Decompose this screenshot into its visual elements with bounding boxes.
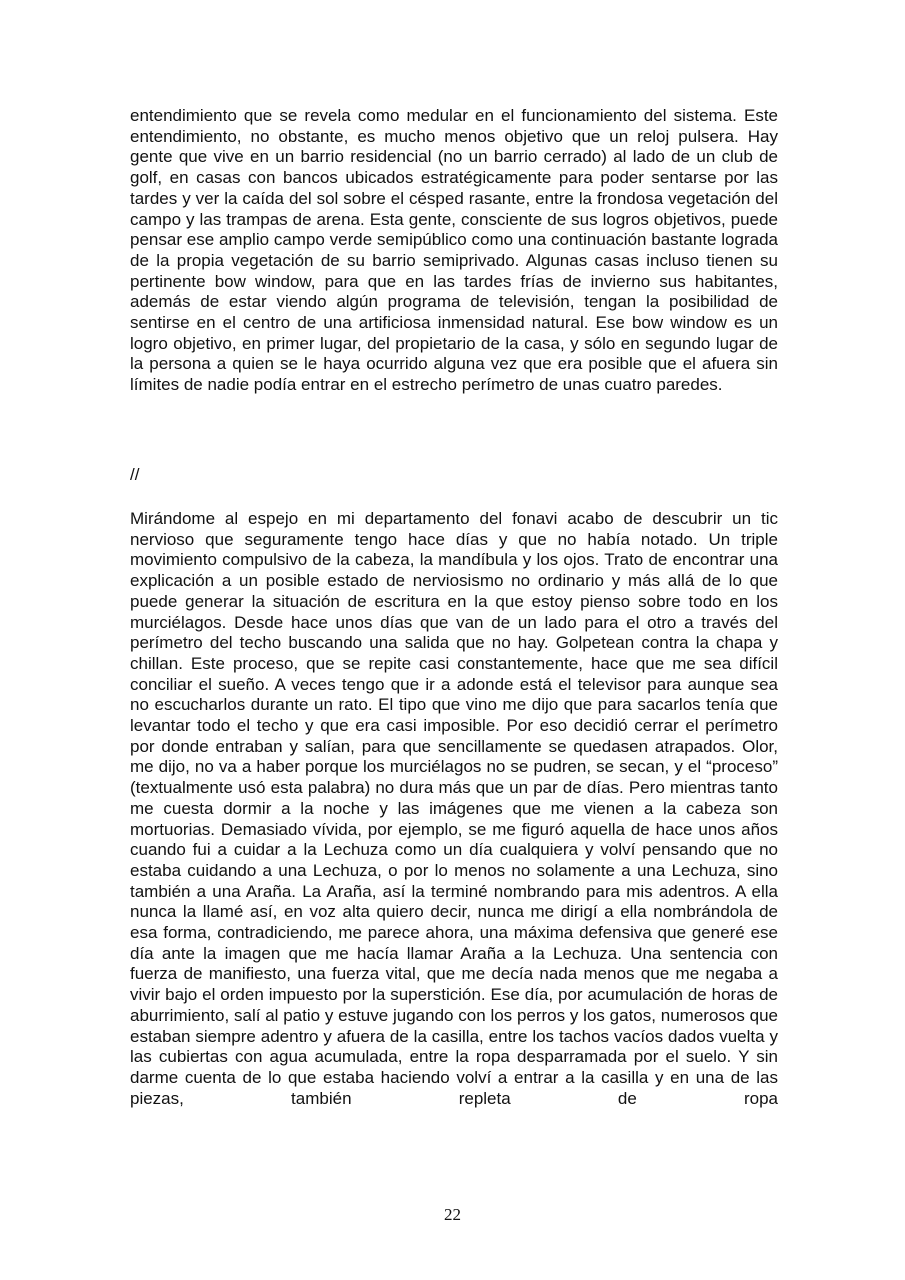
page-number: 22: [444, 1205, 461, 1224]
section-separator: //: [130, 465, 140, 484]
paragraph-1: entendimiento que se revela como medular en el funcionamiento del sistema. Este entendimiento, no obstante, es mucho menos objetivo que un reloj pulsera. Hay gente que vive en un barrio residencial (no un barrio cerrado) al lado de un club de golf, en casas con bancos ubicados estratégicamente para poder sentarse por las tardes y ver la caída del sol sobre el césped rasante, entre la frondosa vegetación del campo y las trampas de arena. Esta gente, consciente de sus logros objetivos, puede pensar ese amplio campo verde semipúblico como una continuación bastante lograda de la propia vegetación de su barrio semiprivado. Algunas casas incluso tienen su pertinente bow window, para que en las tardes frías de invierno sus habitantes, además de estar viendo algún programa de televisión, tengan la posibilidad de sentirse en el centro de una artificiosa inmensidad natural. Ese bow window es un logro objetivo, en primer lugar, del propietario de la casa, y sólo en segundo lugar de la persona a quien se le haya ocurrido alguna vez que era posible que el afuera sin límites de nadie podía entrar en el estrecho perímetro de unas cuatro paredes.: [130, 106, 778, 395]
paragraph-2: Mirándome al espejo en mi departamento del fonavi acabo de descubrir un tic nervioso que seguramente tengo hace días y que no había notado. Un triple movimiento compulsivo de la cabeza, la mandíbula y los ojos. Trato de encontrar una explicación a un posible estado de nerviosismo no ordinario y más allá de lo que puede generar la situación de escritura en la que estoy pienso sobre todo en los murciélagos. Desde hace unos días que van de un lado para el otro a través del perímetro del techo buscando una salida que no hay. Golpetean contra la chapa y chillan. Este proceso, que se repite casi constantemente, hace que me sea difícil conciliar el sueño. A veces tengo que ir a adonde está el televisor para aunque sea no escucharlos durante un rato. El tipo que vino me dijo que para sacarlos tenía que levantar todo el techo y que era casi imposible. Por eso decidió cerrar el perímetro por donde entraban y salían, para que sencillamente se quedasen atrapados. Olor, me dijo, no va a haber porque los murciélagos no se pudren, se secan, y el “proceso” (textualmente usó esta palabra) no dura más que un par de días. Pero mientras tanto me cuesta dormir a la noche y las imágenes que me vienen a la cabeza son mortuorias. Demasiado vívida, por ejemplo, se me figuró aquella de hace unos años cuando fui a cuidar a la Lechuza como un día cualquiera y volví pensando que no estaba cuidando a una Lechuza, o por lo menos no solamente a una Lechuza, sino también a una Araña. La Araña, así la terminé nombrando para mis adentros. A ella nunca la llamé así, en voz alta quiero decir, nunca me dirigí a ella nombrándola de esa forma, contradiciendo, me parece ahora, una máxima defensiva que generé ese día ante la imagen que me hacía llamar Araña a la Lechuza. Una sentencia con fuerza de manifiesto, una fuerza vital, que me decía nada menos que me negaba a vivir bajo el orden impuesto por la superstición. Ese día, por acumulación de horas de aburrimiento, salí al patio y estuve jugando con los perros y los gatos, numerosos que estaban siempre adentro y afuera de la casilla, entre los tachos vacíos dados vuelta y las cubiertas con agua acumulada, entre la ropa desparramada por el suelo. Y sin darme cuenta de lo que estaba haciendo volví a entrar a la casilla y en una de las piezas, también repleta de ropa: [130, 509, 778, 1108]
